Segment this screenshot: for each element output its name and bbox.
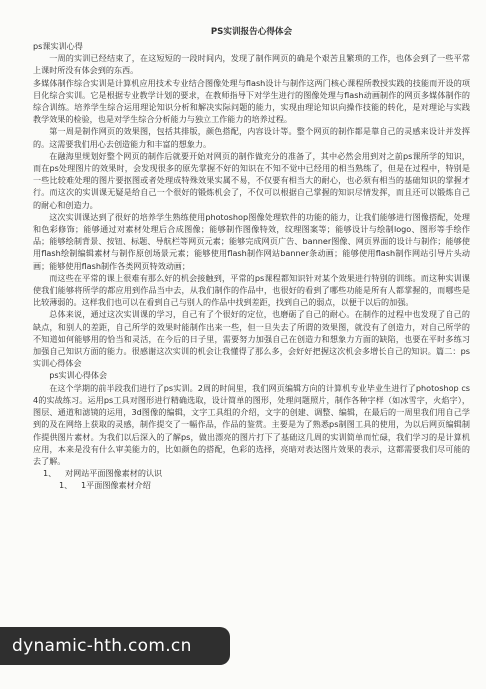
paragraph-4: 在融海里规划好整个网页的制作后就要开始对网页的制作做充分的准备了，其中必然会用到对之前ps课所学的知识，而在ps处理图片的效果时，会发现很多的原先掌握不好的知识在不知不觉中已经用的相当熟练了，但是在过程中，特别是一些比较难处理的图片要抠图或者处理成特殊效果实属不易，不仅要有相当大的耐心，也必须有相当的基础知识的掌握才行。而这次的实训课无疑是给自己一个很好的锻炼机会了，不仅可以根据自己掌握的知识尽情发挥，而且还可以锻炼自己的耐心和创造力。 <box>33 150 470 210</box>
list-item-text: 1平面图像素材介绍 <box>81 480 151 491</box>
list-item-number: 1、 <box>59 480 73 491</box>
section2-paragraph: 在这个学期的前半段我们进行了ps实训。2周的时间里，我们网页编辑方向的计算机专业毕业生进行了photoshop cs4的实战练习。运用ps工具对图形进行精确选取，设计简单的图形，处理问题照片，制作各种字样（如冰雪字，火焰字），图层、通道和滤镜的运用，3d图像的编辑，文字工具组的介绍，文字的创建、调整、编辑，在最后的一周里我们用自己学到的及在网络上获取的灵感，制作提交了一幅作品，作品的鉴赏。主要是为了熟悉ps制图工具的使用，为以后网页编辑制作提供图片素材。为我们以后深入的了解ps，做出漂亮的图片打下了基础这几周的实训简单而忙碌，我们学习的是计算机应用，本来是没有什么审美能力的，比如颜色的搭配，色彩的选择，亮暗对表达图片效果的表示，这都需要我们尽可能的去了解。 <box>33 382 470 466</box>
paragraph-6: 而这些在平常的课上很难有那么好的机会接触到，平常的ps课程都知识针对某个效果进行特别的训练。而这种实训课使我们能够将所学的都应用到作品当中去，从我们制作的作品中，也很好的看到了哪些功能是所有人都掌握的，而哪些是比较薄弱的。这样我们也可以在看到自己与别人的作品中找到差距，找到自己的弱点，以便于以后的加强。 <box>33 272 470 308</box>
document-subtitle: ps课实训心得 <box>33 41 83 51</box>
list-item <box>43 467 470 479</box>
list-item <box>59 479 470 491</box>
section2-heading: ps实训心得体会 <box>49 370 108 381</box>
paragraph-2: 多媒体制作综合实训是计算机应用技术专业结合图像处理与flash设计与制作这两门核心课程所教授实践的技能而开设的项目化综合实训。它是根据专业教学计划的要求，在教师指导下对学生进行的图像处理与flash动画制作的网页多媒体制作的综合训练。培养学生综合运用理论知识分析和解决实际问题的能力，实现由理论知识向操作技能的转化，是对理论与实践教学效果的检验，也是对学生综合分析能力与独立工作能力的培养过程。 <box>33 77 470 125</box>
site-watermark <box>0 627 230 665</box>
document-title: PS实训报告心得体会 <box>210 27 293 37</box>
watermark-text: dynamic-hth.com.cn <box>12 636 192 656</box>
paragraph-1: 一周的实训已经结束了，在这短短的一段时间内，发现了制作网页的确是个艰苦且繁琐的工作，也体会到了一些平常上课时所没有体会到的东西。 <box>33 53 470 76</box>
list-item-text: 对网站平面图像素材的认识 <box>65 468 163 479</box>
paragraph-7: 总体来说，通过这次实训课的学习，自己有了个很好的定位，也磨砺了自己的耐心。在制作的过程中也发现了自己的缺点，和别人的差距，自己所学的效果时能制作出来一些，但一旦失去了所谓的效果图，就没有了创造力，对自己所学的不知道如何能够用的恰当和灵活，在今后的日子里，需要努力加强自己在创造力和想象力方面的缺陷，也要在平时多练习加强自己知识方面的能力。很感谢这次实训的机会让我懂得了那么多，会好好把握这次机会多增长自己的知识。篇二：ps实训心得体会 <box>33 309 470 369</box>
paragraph-3: 第一周是制作网页的效果图，包括其排版，颜色搭配，内容设计等。整个网页的制作都是靠自己的灵感来设计并发挥的。这需要我们用心去创造能力和丰富的想象力。 <box>33 126 470 149</box>
paragraph-5: 这次实训课达到了很好的培养学生熟练使用photoshop图像处理软件的功能的能力，让我们能够进行图像搭配，处理和色彩修饰；能够通过对素材处理后合成图像；能够制作图像特效，纹理图案等；能够设计与绘制logo、图形等手绘作品；能够绘制背景、按钮、标题、导航栏等网页元素；能够完成网页广告、banner图像、网页界面的设计与制作；能够使用flash绘制编辑素材与制作原创场景元素；能够使用flash制作网站banner条动画；能够使用flash制作网站引导片头动画；能够使用flash制作各类网页特效动画； <box>33 211 470 271</box>
list-item-number: 1、 <box>43 468 57 479</box>
